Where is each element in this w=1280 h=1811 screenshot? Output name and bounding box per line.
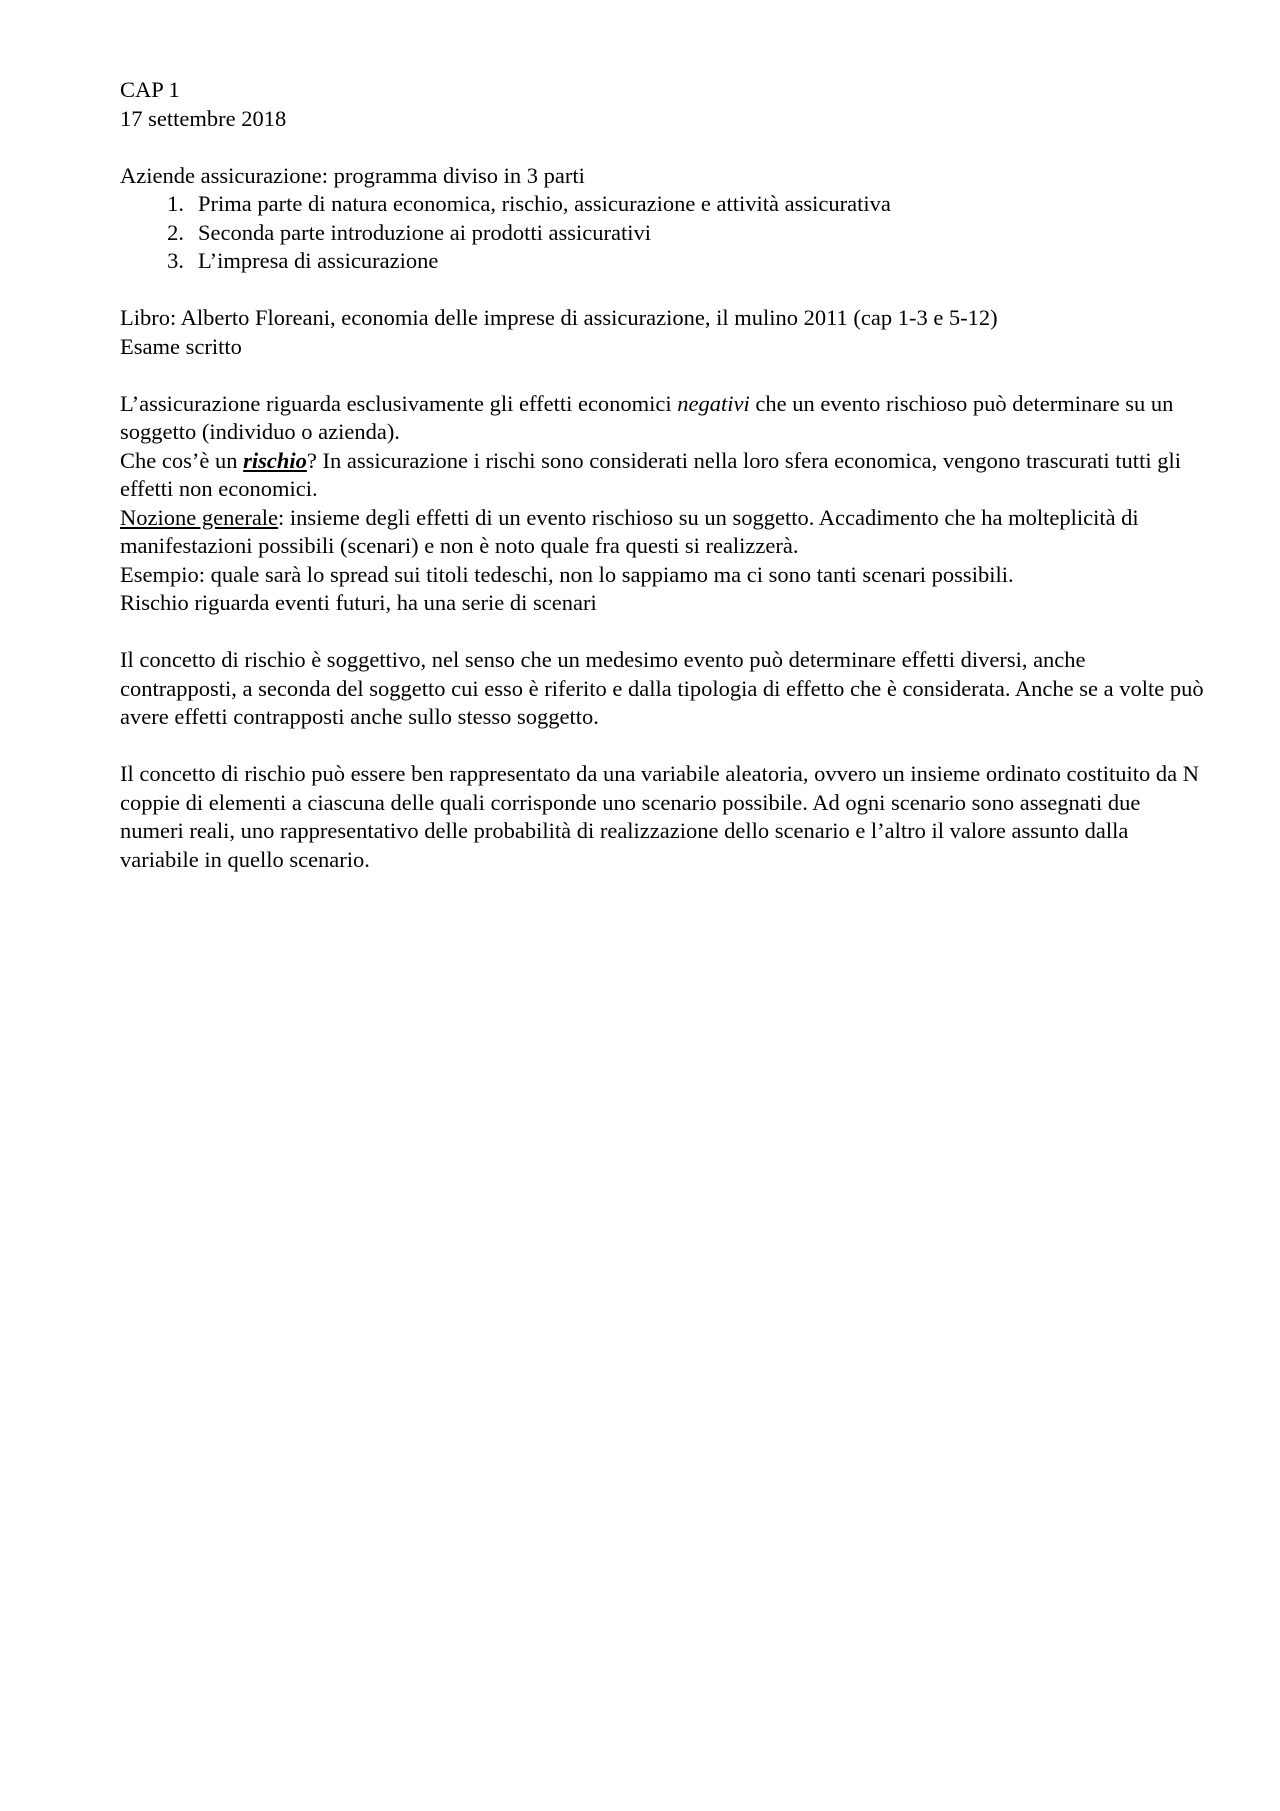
question-text-end: ? In assicurazione i rischi sono considerati nella loro sfera economica, vengono trascurati tutti gli effetti non economici.: [120, 447, 1181, 501]
paragraph-gap: [120, 618, 1205, 647]
list-item-number: 1.: [167, 191, 184, 216]
exam-type: Esame scritto: [120, 333, 242, 359]
notion-text: : insieme degli effetti di un evento rischioso su un soggetto. Accadimento che ha molteplicità di manifestazioni possibili (scenari) e non è noto quale fra questi si realizzerà.: [120, 504, 1139, 558]
list-item: [120, 247, 1205, 276]
insurance-definition: [120, 390, 1205, 447]
future-events-line: Rischio riguarda eventi futuri, ha una serie di scenari: [120, 590, 597, 615]
paragraph-gap: [120, 361, 1205, 390]
document-page: [120, 76, 1205, 874]
list-item-number: 3.: [167, 248, 184, 273]
list-item-text: Seconda parte introduzione ai prodotti assicurativi: [198, 219, 651, 245]
paragraph-gap: [120, 276, 1205, 305]
random-variable-paragraph: Il concetto di rischio può essere ben rappresentato da una variabile aleatoria, ovvero un insieme ordinato costituito da N coppie di elementi a ciascuna delle quali corrisponde uno scenario possibile. Ad ogni scenario sono assegnati due numeri reali, uno rappresentativo delle probabilità di realizzazione dello scenario e l’altro il valore assunto dalla variabile in quello scenario.: [120, 761, 1200, 872]
program-intro: Aziende assicurazione: programma diviso in 3 parti: [120, 162, 585, 188]
subjective-risk-paragraph: Il concetto di rischio è soggettivo, nel senso che un medesimo evento può determinare effetti diversi, anche contrapposti, a seconda del soggetto cui esso è riferito e dalla tipologia di effetto che è considerata. Anche se a volte può avere effetti contrapposti anche sullo stesso soggetto.: [120, 647, 1204, 729]
book-reference: Libro: Alberto Floreani, economia delle imprese di assicurazione, il mulino 2011 (cap 1-3 e 5-12): [120, 305, 998, 330]
list-item: [120, 219, 1205, 248]
chapter-heading: CAP 1: [120, 77, 180, 102]
example-line: Esempio: quale sarà lo spread sui titoli tedeschi, non lo sappiamo ma ci sono tanti scenari possibili.: [120, 561, 1014, 587]
list-item-text: L’impresa di assicurazione: [198, 248, 439, 273]
definition-text-end: che un evento rischioso può determinare su un soggetto (individuo o azienda).: [120, 390, 1174, 444]
paragraph-gap: [120, 732, 1205, 761]
program-parts-list: [120, 190, 1205, 276]
general-notion: [120, 504, 1205, 561]
lecture-date: 17 settembre 2018: [120, 105, 287, 131]
definition-text-start: L’assicurazione riguarda esclusivamente gli effetti economici: [120, 390, 678, 416]
list-item: [120, 190, 1205, 219]
paragraph-gap: [120, 133, 1205, 162]
notion-label: Nozione generale: [120, 504, 279, 530]
emphasis-negativi: negativi: [677, 390, 750, 416]
list-item-number: 2.: [167, 219, 184, 245]
list-item-text: Prima parte di natura economica, rischio, assicurazione e attività assicurativa: [198, 191, 891, 216]
term-rischio: rischio: [243, 447, 307, 473]
risk-question: [120, 447, 1205, 504]
question-text-start: Che cos’è un: [120, 447, 244, 473]
